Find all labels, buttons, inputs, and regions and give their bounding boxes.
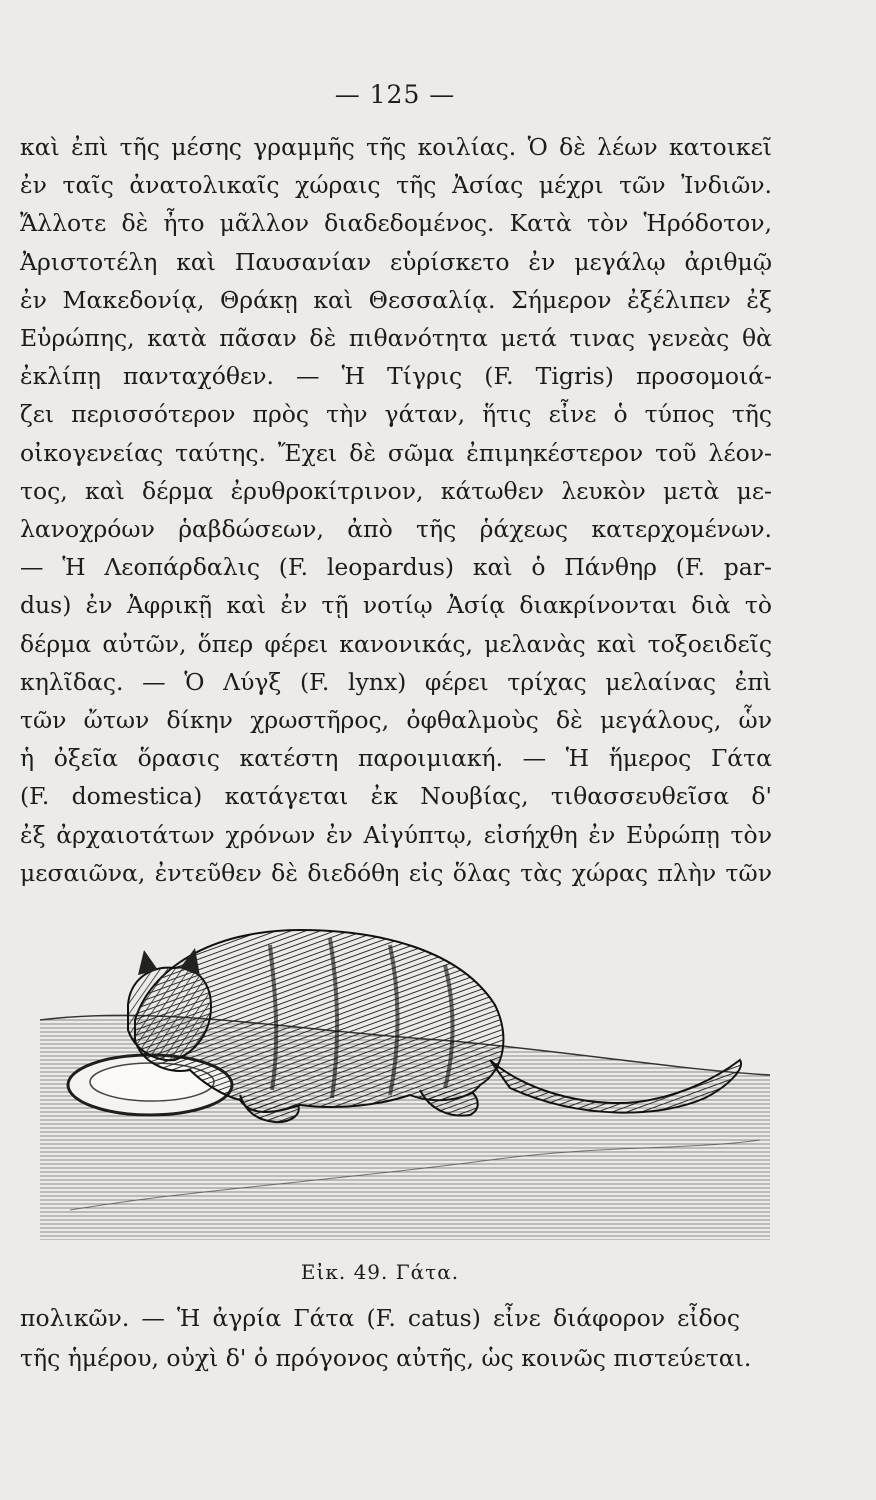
text-line: ζει περισσότερον πρὸς τὴν γάταν, ἥτις εἶνε ὁ τύπος τῆς [20,400,772,429]
text-line: ἐκλίπῃ πανταχόθεν. — Ἡ Τίγρις (F. Tigris) προσομοιά- [20,362,772,391]
text-line: λανοχρόων ῥαβδώσεων, ἀπὸ τῆς ῥάχεως κατερχομένων. [20,515,772,544]
text-line: οἰκογενείας ταύτης. Ἔχει δὲ σῶμα ἐπιμηκέστερον τοῦ λέον- [20,438,772,467]
body-text [20,128,772,892]
text-line: ἐν ταῖς ἀνατολικαῖς χώραις τῆς Ἀσίας μέχρι τῶν Ἰνδιῶν. [20,171,772,200]
figure-caption: Εἰκ. 49. Γάτα. [300,1260,460,1284]
text-line: Ἄλλοτε δὲ ἦτο μᾶλλον διαδεδομένος. Κατὰ τὸν Ἡρόδοτον, [20,209,772,238]
text-line: ἐξ ἀρχαιοτάτων χρόνων ἐν Αἰγύπτῳ, εἰσήχθη ἐν Εὐρώπῃ τὸν [20,820,772,849]
text-line: πολικῶν. — Ἡ ἀγρία Γάτα (F. catus) εἶνε διάφορον εἶδος [20,1304,740,1332]
text-line: ἐν Μακεδονίᾳ, Θράκῃ καὶ Θεσσαλίᾳ. Σήμερον ἐξέλιπεν ἐξ [20,285,772,314]
cat-illustration [40,910,770,1240]
text-line: τῆς ἡμέρου, οὐχὶ δ' ὁ πρόγονος αὐτῆς, ὡς κοινῶς πιστεύεται. [20,1344,752,1372]
text-line: ἡ ὀξεῖα ὅρασις κατέστη παροιμιακή. — Ἡ ἥμερος Γάτα [20,744,772,773]
text-line: (F. domestica) κατάγεται ἐκ Νουβίας, τιθασσευθεῖσα δ' [20,782,772,811]
page-number: — 125 — [334,80,456,109]
text-line: dus) ἐν Ἀφρικῇ καὶ ἐν τῇ νοτίῳ Ἀσίᾳ διακρίνονται διὰ τὸ [20,591,772,620]
body-text-continued [20,1298,752,1378]
text-line: καὶ ἐπὶ τῆς μέσης γραμμῆς τῆς κοιλίας. Ὁ δὲ λέων κατοικεῖ [20,133,772,161]
text-line: Εὐρώπης, κατὰ πᾶσαν δὲ πιθανότητα μετά τινας γενεὰς θὰ [20,324,772,353]
text-line: τῶν ὤτων δίκην χρωστῆρος, ὀφθαλμοὺς δὲ μεγάλους, ὧν [20,706,772,735]
text-line: — Ἡ Λεοπάρδαλις (F. leopardus) καὶ ὁ Πάνθηρ (F. par- [20,553,772,582]
text-line: δέρμα αὐτῶν, ὅπερ φέρει κανονικάς, μελανὰς καὶ τοξοειδεῖς [20,629,772,658]
text-line: τος, καὶ δέρμα ἐρυθροκίτρινον, κάτωθεν λευκὸν μετὰ με- [20,476,772,505]
text-line: Ἀριστοτέλη καὶ Παυσανίαν εὑρίσκετο ἐν μεγάλῳ ἀριθμῷ [20,247,772,276]
text-line: κηλῖδας. — Ὁ Λύγξ (F. lynx) φέρει τρίχας μελαίνας ἐπὶ [20,667,772,696]
text-line: μεσαιῶνα, ἐντεῦθεν δὲ διεδόθη εἰς ὅλας τὰς χώρας πλὴν τῶν [20,858,772,887]
